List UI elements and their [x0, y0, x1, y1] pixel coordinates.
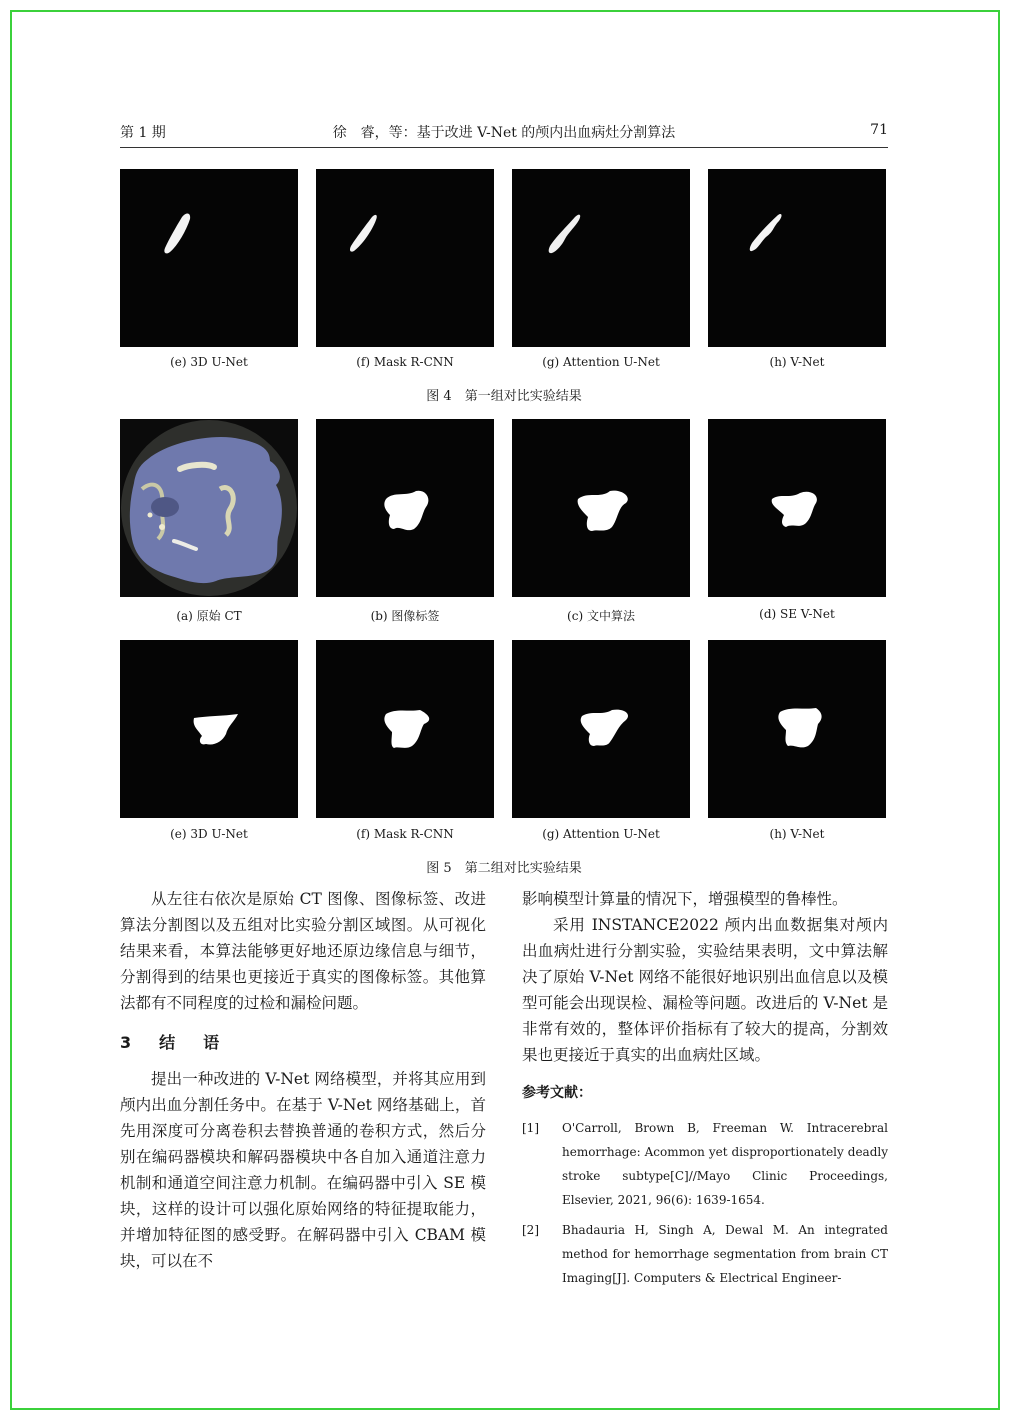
fig4-subcaption-g: (g) Attention U-Net: [542, 355, 660, 369]
fig5-subcaption-c: (c) 文中算法: [567, 609, 635, 623]
fig4-panel-f: [316, 169, 494, 347]
fig5-panel-f-mask-rcnn: [316, 640, 494, 818]
paragraph-continuation: 影响模型计算量的情况下，增强模型的鲁棒性。: [522, 890, 848, 908]
reference-item: [522, 1218, 888, 1290]
fig5-subcaption-a: (a) 原始 CT: [176, 609, 242, 623]
paragraph-summary: 采用 INSTANCE2022 颅内出血数据集对颅内出血病灶进行分割实验，实验结果表明，文中算法解决了原始 V-Net 网络不能很好地识别出血信息以及模型可能会出现误检、漏检等问题。改进后的 V-Net 是非常有效的，整体评价指标有了较大的提高，分割效果也更接近于真实的出血病灶区域。: [522, 916, 888, 1064]
fig5-subcaption-h: (h) V-Net: [769, 827, 825, 841]
fig5-panel-g-attention-unet: [512, 640, 690, 818]
left-column: [120, 886, 486, 1274]
page-number: 71: [870, 122, 888, 138]
section-title-conclusion: 3 结 语: [120, 1033, 226, 1052]
fig5-panel-c-proposed: [512, 419, 690, 597]
reference-text: O'Carroll, Brown B, Freeman W. Intracerebral hemorrhage: Acommon yet disproportionately deadly stroke subtype[C]//Mayo Clinic Proceedings, Elsevier, 2021, 96(6): 1639-1654.: [562, 1121, 888, 1207]
figure5-caption: 图 5 第二组对比实验结果: [426, 861, 582, 876]
fig5-subcaption-e: (e) 3D U-Net: [170, 827, 248, 841]
reference-text: Bhadauria H, Singh A, Dewal M. An integrated method for hemorrhage segmentation from brain CT Imaging[J]. Computers & Electrical Engineer-: [562, 1223, 888, 1285]
fig4-subcaption-e: (e) 3D U-Net: [170, 355, 248, 369]
fig5-panel-b-label: [316, 419, 494, 597]
reference-number: [2]: [522, 1223, 539, 1237]
fig5-subcaption-f: (f) Mask R-CNN: [356, 827, 454, 841]
fig5-subcaption-g: (g) Attention U-Net: [542, 827, 660, 841]
fig4-subcaption-f: (f) Mask R-CNN: [356, 355, 454, 369]
running-header: [120, 122, 888, 144]
paragraph-conclusion: 提出一种改进的 V-Net 网络模型，并将其应用到颅内出血分割任务中。在基于 V-Net 网络基础上，首先用深度可分离卷积去替换普通的卷积方式，然后分别在编码器模块和解码器模块中各自加入通道注意力机制和通道空间注意力机制。在编码器中引入 SE 模块，这样的设计可以强化原始网络的特征提取能力，并增加特征图的感受野。在解码器中引入 CBAM 模块，可以在不: [120, 1070, 486, 1270]
fig5-panel-d-se-vnet: [708, 419, 886, 597]
fig5-panel-e-3d-unet: [120, 640, 298, 818]
fig5-panel-a-original-ct: [120, 419, 298, 597]
reference-item: [522, 1116, 888, 1212]
paragraph-results: 从左往右依次是原始 CT 图像、图像标签、改进算法分割图以及五组对比实验分割区域图。从可视化结果来看，本算法能够更好地还原边缘信息与细节，分割得到的结果也更接近于真实的图像标签。其他算法都有不同程度的过检和漏检问题。: [120, 890, 486, 1012]
figure4-caption: 图 4 第一组对比实验结果: [426, 389, 582, 404]
fig4-panel-h: [708, 169, 886, 347]
reference-number: [1]: [522, 1121, 539, 1135]
fig5-subcaption-b: (b) 图像标签: [370, 609, 440, 623]
right-column: [522, 886, 888, 1290]
fig4-panel-g: [512, 169, 690, 347]
references-title: 参考文献：: [522, 1085, 592, 1101]
fig5-subcaption-d: (d) SE V-Net: [759, 607, 835, 621]
fig5-panel-h-vnet: [708, 640, 886, 818]
running-title: 徐 睿，等：基于改进 V-Net 的颅内出血病灶分割算法: [332, 125, 676, 141]
issue-number: 第 1 期: [120, 125, 166, 141]
header-rule: [120, 147, 888, 148]
fig4-panel-e: [120, 169, 298, 347]
fig4-subcaption-h: (h) V-Net: [769, 355, 825, 369]
